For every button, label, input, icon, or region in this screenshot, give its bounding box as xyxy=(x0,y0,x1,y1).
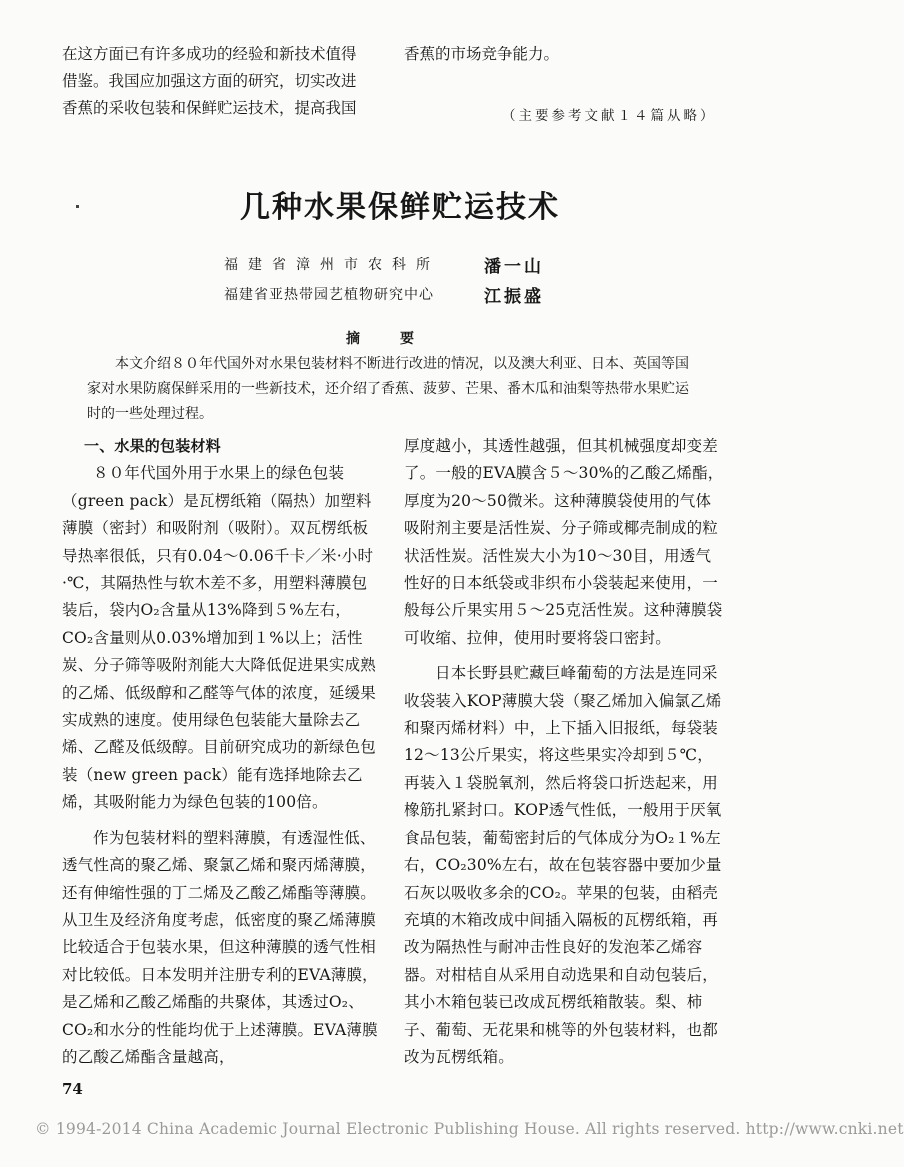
article-title: 几种水果保鲜贮运技术 xyxy=(240,190,560,225)
right-column xyxy=(404,433,724,1071)
prev-article-line-3: 香蕉的采收包装和保鲜贮运技术，提高我国 xyxy=(62,99,357,117)
abstract-heading: 摘要 xyxy=(346,331,454,347)
abstract-text: 本文介绍８０年代国外对水果包装材料不断进行改进的情况，以及澳大利亚、日本、英国等国家对水果防腐保鲜采用的一些新技术，还介绍了香蕉、菠萝、芒果、番木瓜和油梨等热带水果贮运时的一些处理过程。 xyxy=(87,356,689,422)
right-paragraph-1: 厚度越小，其透性越强，但其机械强度却变差了。一般的EVA膜含５～30%的乙酸乙烯酯，厚度为20～50微米。这种薄膜袋使用的气体吸附剂主要是活性炭、分子筛或椰壳制成的粒状活性炭。活性炭大小为10～30目，用透气性好的日本纸袋或非织布小袋装起来使用，一般每公斤果实用５～25克活性炭。这种薄膜袋可收缩、拉伸，使用时要将袋口密封。 xyxy=(404,437,724,647)
right-paragraph-2: 日本长野县贮藏巨峰葡萄的方法是连同采收袋装入KOP薄膜大袋（聚乙烯加入偏氯乙烯和聚丙烯材料）中，上下插入旧报纸，每袋装12～13公斤果实，将这些果实冷却到５℃，再装入１袋脱氧剂，然后将袋口折迭起来，用橡筋扎紧封口。KOP透气性低，一般用于厌氧食品包装，葡萄密封后的气体成分为O₂１%左右，CO₂30%左右，故在包装容器中要加少量石灰以吸收多余的CO₂。苹果的包装，由稻壳充填的木箱改成中间插入隔板的瓦楞纸箱，再改为隔热性与耐冲击性良好的发泡苯乙烯容器。对柑桔自从采用自动选果和自动包装后，其小木箱包装已改成瓦楞纸箱散装。梨、柿子、葡萄、无花果和桃等的外包装材料，也都改为瓦楞纸箱。 xyxy=(404,664,722,1066)
references-note: （主要参考文献１４篇从略） xyxy=(502,108,717,124)
author-affiliation-2: 福建省亚热带园艺植物研究中心 xyxy=(224,287,434,303)
left-paragraph-1: ８０年代国外用于水果上的绿色包装（green pack）是瓦楞纸箱（隔热）加塑料薄膜（密封）和吸附剂（吸附）。双瓦楞纸板导热率很低，只有0.04～0.06千卡／米·小时·℃，其隔热性与软木差不多，用塑料薄膜包装后，袋内O₂含量从13%降到５%左右，CO₂含量则从0.03%增加到１%以上；活性炭、分子筛等吸附剂能大大降低促进果实成熟的乙烯、低级醇和乙醛等气体的浓度，延缓果实成熟的速度。使用绿色包装能大量除去乙烯、乙醛及低级醇。目前研究成功的新绿色包装（new green pack）能有选择地除去乙烯，其吸附能力为绿色包装的100倍。 xyxy=(62,464,377,812)
page-number: 74 xyxy=(62,1080,83,1098)
author-affiliation-1: 福建省漳州市农科所 xyxy=(224,257,440,273)
prev-article-right-line: 香蕉的市场竞争能力。 xyxy=(404,45,560,63)
prev-article-line-2: 借鉴。我国应加强这方面的研究，切实改进 xyxy=(62,72,357,90)
author-name-1: 潘一山 xyxy=(484,257,544,277)
prev-article-line-1: 在这方面已有许多成功的经验和新技术值得 xyxy=(62,45,357,63)
section-heading: 一、水果的包装材料 xyxy=(84,437,221,455)
left-paragraph-2: 作为包装材料的塑料薄膜，有透湿性低、透气性高的聚乙烯、聚氯乙烯和聚丙烯薄膜，还有伸缩性强的丁二烯及乙酸乙烯酯等薄膜。从卫生及经济角度考虑，低密度的聚乙烯薄膜比较适合于包装水果，但这种薄膜的透气性相对比较低。日本发明并注册专利的EVA薄膜，是乙烯和乙酸乙烯酯的共聚体，其透过O₂、CO₂和水分的性能均优于上述薄膜。EVA薄膜的乙酸乙烯酯含量越高， xyxy=(62,828,378,1066)
author-name-2: 江振盛 xyxy=(484,287,544,307)
copyright-footer: © 1994-2014 China Academic Journal Electronic Publishing House. All rights reserved. http://www.cnki.net xyxy=(35,1120,904,1138)
left-column xyxy=(62,433,380,1071)
